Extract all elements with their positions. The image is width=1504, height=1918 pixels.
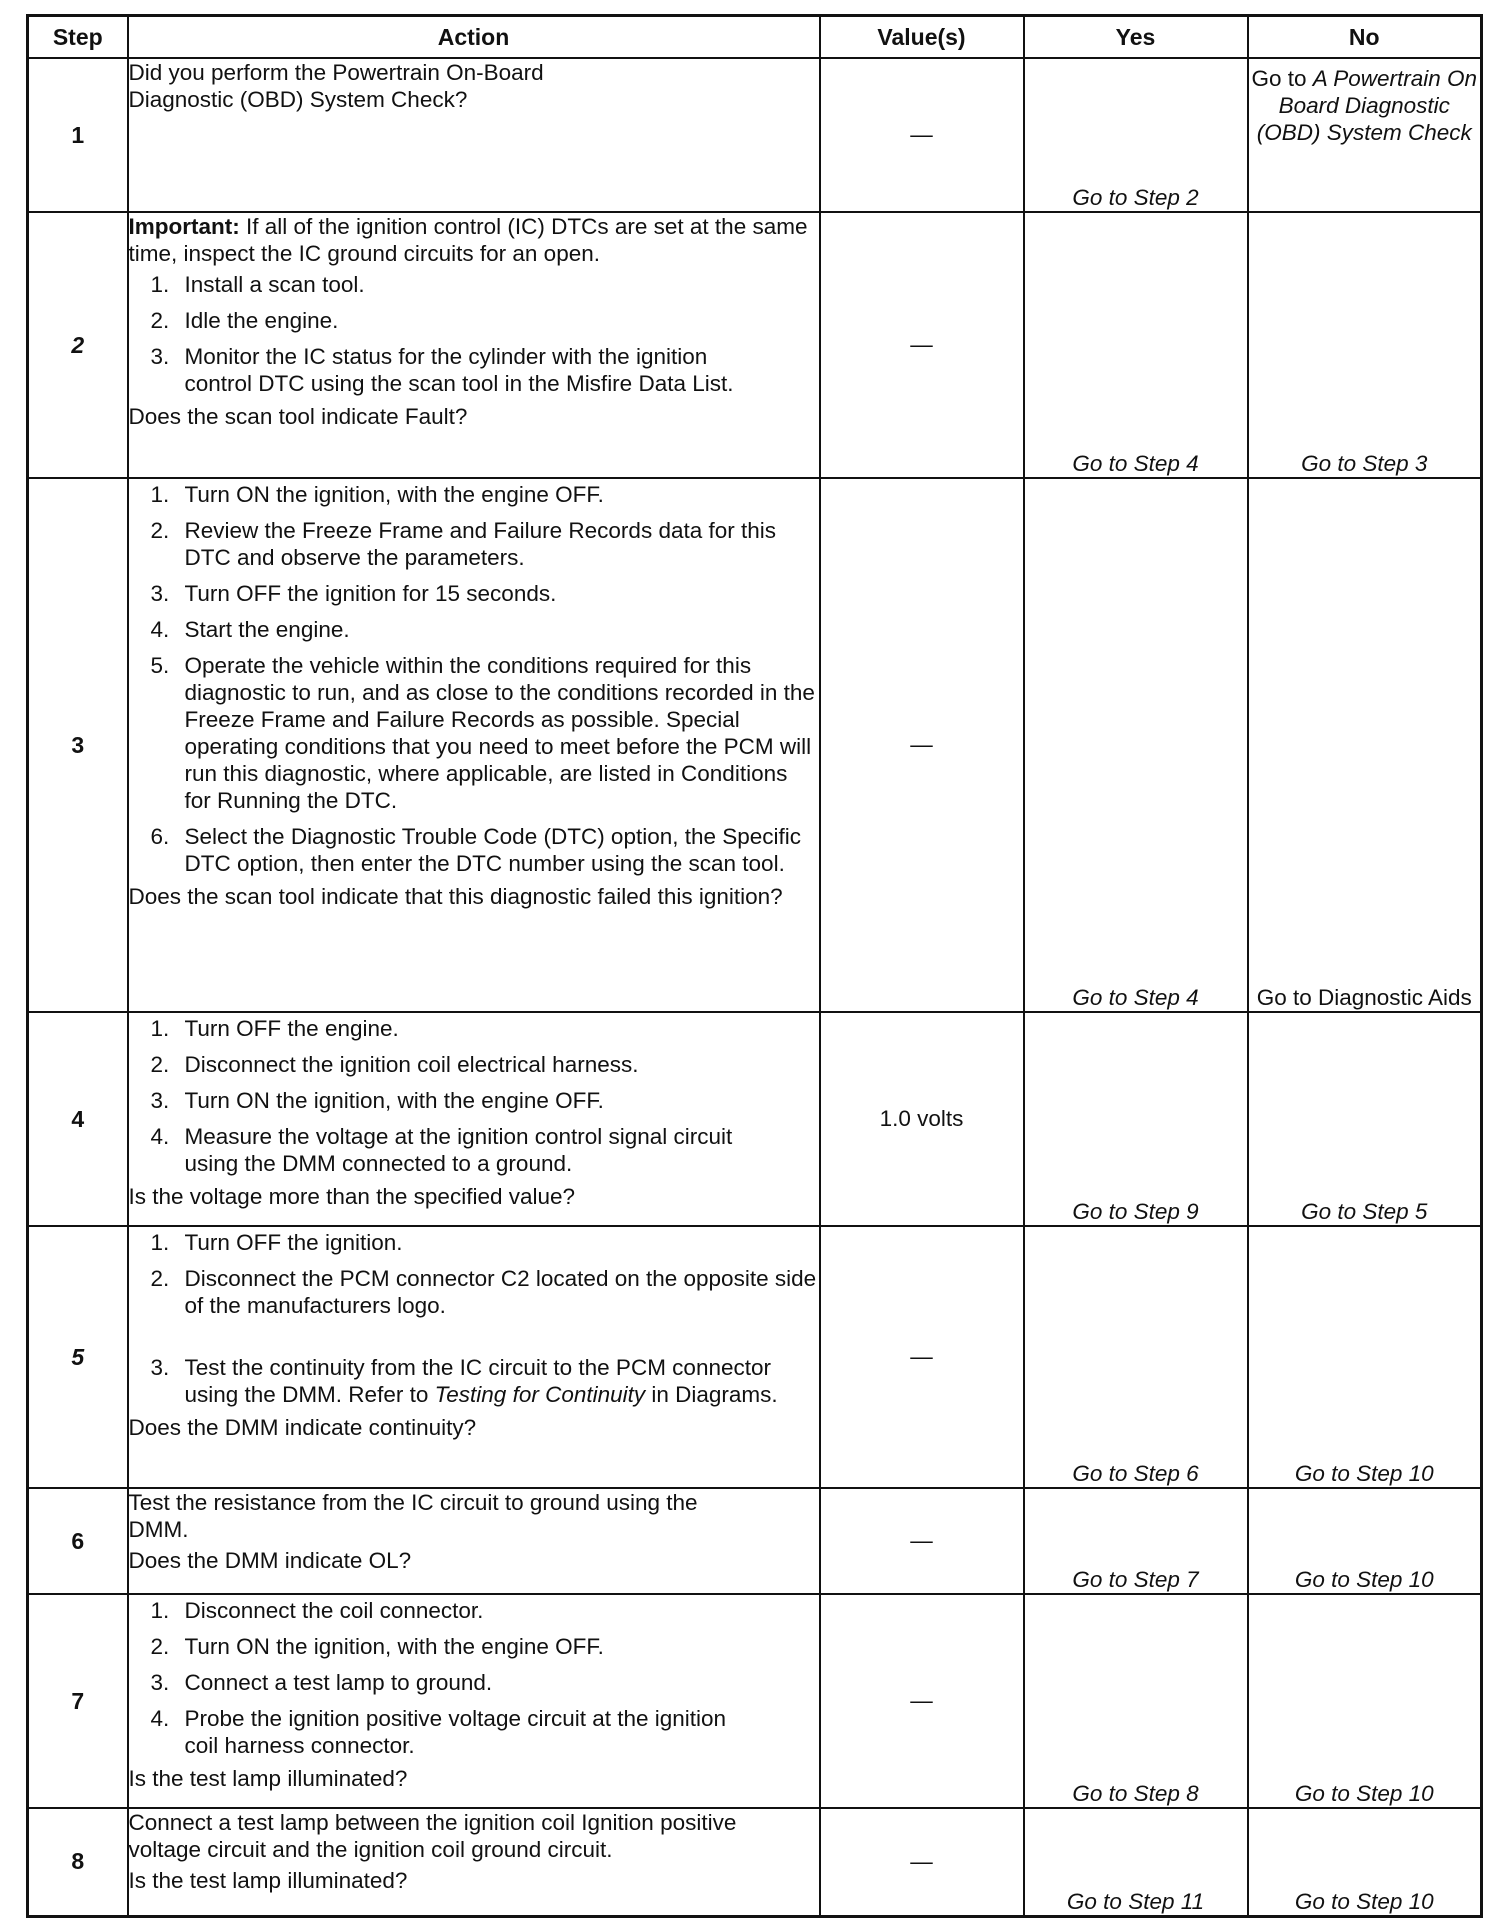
question-text: Is the voltage more than the specified value? [128,1184,576,1209]
list-item [129,1265,819,1319]
yes-cell: Go to Step 7 [1024,1488,1248,1594]
value-cell: — [820,58,1024,212]
list-item [129,307,819,334]
action-cell [128,212,820,478]
action-cell [128,1226,820,1488]
procedure-list [129,1597,819,1759]
no-cell: Go to Step 3 [1248,212,1482,478]
value-cell: — [820,1808,1024,1916]
item-text: Turn ON the ignition, with the engine OFF. [184,1088,604,1113]
header-no: No [1248,16,1482,59]
question-text: Is the test lamp illuminated? [128,1766,408,1791]
item-text: Disconnect the PCM connector C2 located on the opposite side of the manufacturers logo. [184,1266,817,1318]
item-number: 5. [150,653,170,678]
procedure-list [129,1229,819,1408]
item-text: Monitor the IC status for the cylinder with the ignition control DTC using the scan tool in the Misfire Data List. [184,344,734,396]
value-cell: — [820,478,1024,1012]
item-text: Operate the vehicle within the conditions required for this diagnostic to run, and as close to the conditions recorded in the Freeze Frame and Failure Records as possible. Special operating conditions that you need to meet before the PCM will run this diagnostic, where applicable, are listed in Conditions for Running the DTC. [184,653,815,813]
diagnostic-table [26,14,1483,1918]
item-text: Disconnect the ignition coil electrical harness. [184,1052,639,1077]
no-cell: Go to Step 10 [1248,1226,1482,1488]
item-text: Probe the ignition positive voltage circuit at the ignition coil harness connector. [184,1706,727,1758]
action-cell [128,1488,820,1594]
item-text: Select the Diagnostic Trouble Code (DTC) option, the Specific DTC option, then enter the DTC number using the scan tool. [184,824,802,876]
yes-cell: Go to Step 11 [1024,1808,1248,1916]
header-step: Step [28,16,128,59]
item-number: 1. [150,1598,170,1623]
yes-cell: Go to Step 4 [1024,212,1248,478]
value-cell: — [820,1226,1024,1488]
header-yes: Yes [1024,16,1248,59]
action-cell [128,1808,820,1916]
question-text: Does the DMM indicate continuity? [128,1415,477,1440]
item-text: Measure the voltage at the ignition control signal circuit using the DMM connected to a ground. [184,1124,733,1176]
item-text: Connect a test lamp to ground. [184,1670,493,1695]
list-item [129,1051,819,1078]
item-text: Disconnect the coil connector. [184,1598,484,1623]
question-text: Does the scan tool indicate that this diagnostic failed this ignition? [128,884,783,909]
item-number: 4. [150,1124,170,1149]
list-item [129,823,819,877]
action-cell [128,1012,820,1226]
item-text: Review the Freeze Frame and Failure Records data for this DTC and observe the parameters. [184,518,777,570]
list-item [129,1633,819,1660]
no-cell [1248,58,1482,212]
item-text: Turn OFF the engine. [184,1016,399,1041]
question-text: Does the scan tool indicate Fault? [128,404,468,429]
yes-cell: Go to Step 2 [1024,58,1248,212]
action-text: Test the resistance from the IC circuit to ground using the DMM. [128,1490,698,1542]
header-values: Value(s) [820,16,1024,59]
no-cell: Go to Step 10 [1248,1488,1482,1594]
item-number: 1. [150,482,170,507]
reference-text: Testing for Continuity [434,1382,646,1407]
item-number: 3. [150,344,170,369]
item-text: Turn ON the ignition, with the engine OFF. [184,1634,604,1659]
no-link-text: A Powertrain On Board Diagnostic (OBD) System Check [1256,66,1478,145]
procedure-list [129,481,819,877]
step-number: 7 [28,1594,128,1808]
yes-cell: Go to Step 8 [1024,1594,1248,1808]
step-number: 8 [28,1808,128,1916]
item-number: 3. [150,581,170,606]
item-number: 4. [150,1706,170,1731]
table-row [28,478,1482,1012]
header-row [28,16,1482,59]
action-text: Connect a test lamp between the ignition coil Ignition positive voltage circuit and the ignition coil ground circuit. [128,1810,737,1862]
value-cell: — [820,1488,1024,1594]
no-cell: Go to Step 10 [1248,1594,1482,1808]
step-number: 4 [28,1012,128,1226]
list-item [129,616,819,643]
list-item [129,1669,819,1696]
list-item [129,1015,819,1042]
yes-cell: Go to Step 9 [1024,1012,1248,1226]
item-number: 1. [150,1230,170,1255]
item-number: 2. [150,518,170,543]
spacer [129,1328,819,1354]
no-cell: Go to Step 10 [1248,1808,1482,1916]
important-text: If all of the ignition control (IC) DTCs are set at the same time, inspect the IC ground circuits for an open. [128,214,808,266]
item-text-part: Test the continuity from the IC circuit to the PCM connector using the DMM. Refer to [184,1355,771,1407]
list-item [129,481,819,508]
table-row [28,1488,1482,1594]
table-row [28,1808,1482,1916]
item-number: 3. [150,1670,170,1695]
item-text: Idle the engine. [184,308,339,333]
item-number: 2. [150,308,170,333]
important-label: Important: [128,214,240,239]
step-number: 3 [28,478,128,1012]
action-cell [128,58,820,212]
item-number: 2. [150,1634,170,1659]
item-text-part: in Diagrams. [645,1382,778,1407]
important-note [129,213,819,267]
list-item [129,1597,819,1624]
item-number: 2. [150,1266,170,1291]
value-cell: 1.0 volts [820,1012,1024,1226]
step-number: 2 [28,212,128,478]
action-cell [128,1594,820,1808]
no-cell: Go to Step 5 [1248,1012,1482,1226]
step-number: 6 [28,1488,128,1594]
question-text: Does the DMM indicate OL? [128,1548,412,1573]
value-cell: — [820,1594,1024,1808]
table-row [28,58,1482,212]
item-number: 3. [150,1088,170,1113]
item-text: Start the engine. [184,617,350,642]
item-text: Install a scan tool. [184,272,365,297]
item-text: Turn OFF the ignition. [184,1230,403,1255]
list-item [129,1705,819,1759]
list-item [129,1123,819,1177]
item-number: 1. [150,1016,170,1041]
list-item [129,1354,819,1408]
table-row [28,1226,1482,1488]
table-row [28,1012,1482,1226]
procedure-list [129,1015,819,1177]
list-item [129,1087,819,1114]
list-item [129,343,819,397]
yes-cell: Go to Step 6 [1024,1226,1248,1488]
question-text: Is the test lamp illuminated? [128,1868,408,1893]
yes-cell: Go to Step 4 [1024,478,1248,1012]
item-number: 6. [150,824,170,849]
diagnostic-table-container [26,14,1480,1914]
item-number: 2. [150,1052,170,1077]
procedure-list [129,271,819,397]
step-number: 1 [28,58,128,212]
action-text: Did you perform the Powertrain On-Board Diagnostic (OBD) System Check? [128,60,544,112]
table-row [28,1594,1482,1808]
action-cell [128,478,820,1012]
step-number: 5 [28,1226,128,1488]
list-item [129,652,819,814]
item-text: Turn OFF the ignition for 15 seconds. [184,581,557,606]
list-item [129,1229,819,1256]
item-number: 4. [150,617,170,642]
list-item [129,580,819,607]
item-number: 3. [150,1355,170,1380]
item-text: Turn ON the ignition, with the engine OFF. [184,482,604,507]
list-item [129,517,819,571]
item-number: 1. [150,272,170,297]
header-action: Action [128,16,820,59]
value-cell: — [820,212,1024,478]
item-text [185,1354,819,1408]
table-row [28,212,1482,478]
no-cell: Go to Diagnostic Aids [1248,478,1482,1012]
list-item [129,271,819,298]
no-prefix: Go to [1251,66,1313,91]
